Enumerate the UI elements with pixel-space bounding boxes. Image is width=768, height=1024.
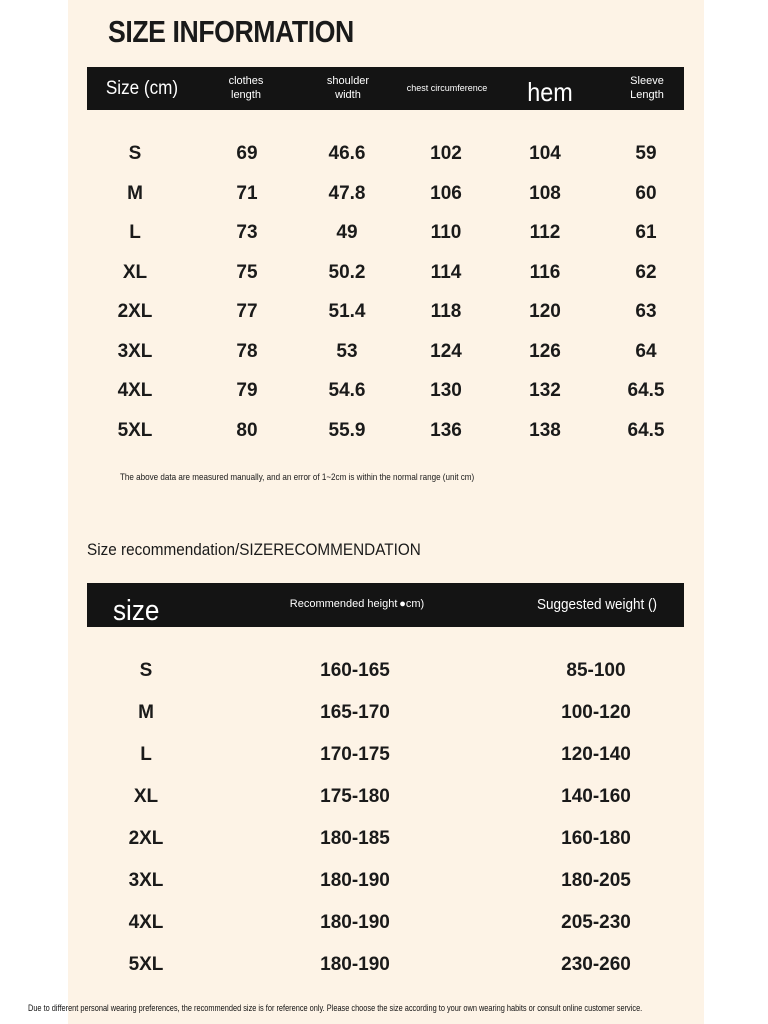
size-table-cell-hem: 132 xyxy=(529,380,561,401)
size-table-cell-clothes-length: 77 xyxy=(236,301,258,322)
recommendation-cell-height: 175-180 xyxy=(320,786,390,807)
recommendation-cell-size: M xyxy=(138,702,154,723)
size-table-cell-shoulder-width: 53 xyxy=(336,340,358,362)
page-title: SIZE INFORMATION xyxy=(108,14,354,49)
size-table-cell-shoulder-width: 54.6 xyxy=(328,380,366,401)
recommendation-heading: Size recommendation/SIZERECOMMENDATION xyxy=(87,540,421,559)
size-table-cell-chest: 118 xyxy=(430,301,462,322)
size-table-cell-clothes-length: 69 xyxy=(236,143,258,164)
size-table-cell-size: XL xyxy=(122,261,148,283)
size-table-cell-hem: 104 xyxy=(529,143,561,164)
size-table-cell-shoulder-width: 49 xyxy=(336,222,358,243)
size-table-cell-chest: 130 xyxy=(430,380,462,401)
size-table-cell-chest: 136 xyxy=(430,419,462,441)
size-table-cell-sleeve-length: 64 xyxy=(635,340,657,362)
size-table-cell-sleeve-length: 64.5 xyxy=(627,380,665,401)
size-table-cell-sleeve-length: 63 xyxy=(635,301,657,322)
recommendation-cell-height: 165-170 xyxy=(320,702,390,723)
size-table-cell-size: 2XL xyxy=(117,301,153,322)
recommendation-cell-weight: 100-120 xyxy=(561,702,631,723)
size-table-cell-chest: 114 xyxy=(430,261,462,283)
recommendation-cell-height: 160-165 xyxy=(320,660,390,681)
size-table-cell-shoulder-width: 46.6 xyxy=(328,143,366,164)
recommendation-cell-size: S xyxy=(139,660,153,681)
size-table-cell-chest: 124 xyxy=(430,340,462,362)
recommendation-cell-weight: 230-260 xyxy=(561,954,631,975)
recommendation-cell-weight: 160-180 xyxy=(561,828,631,849)
size-table-cell-sleeve-length: 64.5 xyxy=(627,419,665,441)
size-table-cell-clothes-length: 78 xyxy=(236,340,258,362)
size-table-cell-shoulder-width: 55.9 xyxy=(328,419,366,441)
size-table-cell-clothes-length: 79 xyxy=(236,380,258,401)
size-table-cell-shoulder-width: 47.8 xyxy=(328,182,366,204)
header-recommended-height: Recommended height ●cm) xyxy=(289,598,425,611)
size-table-cell-sleeve-length: 61 xyxy=(635,222,657,243)
recommendation-cell-size: L xyxy=(140,744,152,765)
size-table-cell-sleeve-length: 62 xyxy=(635,261,657,283)
recommendation-cell-size: 3XL xyxy=(128,870,164,891)
header-size: Size (cm) xyxy=(105,77,179,99)
recommendation-cell-height: 180-185 xyxy=(320,828,390,849)
recommendation-cell-weight: 120-140 xyxy=(561,744,631,765)
size-table-cell-shoulder-width: 50.2 xyxy=(328,261,366,283)
footer-disclaimer: Due to different personal wearing preferences, the recommended size is for reference only. Please choose the size according to your own wearing habits or consult online customer service. xyxy=(28,1003,643,1013)
header-hem: hem xyxy=(527,77,573,108)
size-table-cell-sleeve-length: 59 xyxy=(635,143,657,164)
measurement-note: The above data are measured manually, and an error of 1~2cm is within the normal range (unit cm) xyxy=(120,472,475,483)
size-table-cell-chest: 102 xyxy=(430,143,462,164)
recommendation-cell-weight: 180-205 xyxy=(561,870,631,891)
size-table-cell-hem: 126 xyxy=(529,340,561,362)
recommendation-cell-weight: 140-160 xyxy=(561,786,631,807)
size-table-cell-clothes-length: 71 xyxy=(236,182,258,204)
size-table-cell-sleeve-length: 60 xyxy=(635,182,657,204)
size-table-cell-size: 4XL xyxy=(117,380,153,401)
size-table-cell-hem: 120 xyxy=(529,301,561,322)
recommendation-cell-weight: 85-100 xyxy=(566,660,626,681)
recommendation-cell-weight: 205-230 xyxy=(561,912,631,933)
size-table-header xyxy=(87,67,684,110)
size-table-cell-hem: 112 xyxy=(529,222,561,243)
recommendation-table-header xyxy=(87,583,684,627)
recommendation-cell-height: 180-190 xyxy=(320,954,390,975)
size-table-cell-chest: 106 xyxy=(430,182,462,204)
recommendation-cell-height: 170-175 xyxy=(320,744,390,765)
recommendation-cell-height: 180-190 xyxy=(320,870,390,891)
size-table-cell-chest: 110 xyxy=(430,222,462,243)
size-table-cell-size: 5XL xyxy=(117,419,153,441)
header-clothes-length: clothes length xyxy=(228,74,264,101)
header-sleeve-length: Sleeve Length xyxy=(630,74,664,101)
recommendation-cell-size: 2XL xyxy=(128,828,164,849)
size-table-cell-hem: 108 xyxy=(529,182,561,204)
recommendation-cell-size: 4XL xyxy=(128,912,164,933)
size-table-cell-clothes-length: 80 xyxy=(236,419,258,441)
header-shoulder-width: shoulder width xyxy=(326,74,370,101)
size-table-cell-clothes-length: 75 xyxy=(236,261,258,283)
size-table-cell-hem: 138 xyxy=(529,419,561,441)
size-table-cell-hem: 116 xyxy=(529,261,561,283)
size-table-cell-clothes-length: 73 xyxy=(236,222,258,243)
size-table-cell-size: 3XL xyxy=(117,340,153,362)
recommendation-cell-size: XL xyxy=(133,786,159,807)
recommendation-cell-height: 180-190 xyxy=(320,912,390,933)
size-table-cell-size: M xyxy=(127,182,143,204)
header-size-2: size xyxy=(113,594,160,627)
header-suggested-weight: Suggested weight () xyxy=(536,595,658,613)
recommendation-cell-size: 5XL xyxy=(128,954,164,975)
header-chest-circumference: chest circumference xyxy=(406,82,488,93)
size-table-cell-size: S xyxy=(128,143,142,164)
size-table-cell-shoulder-width: 51.4 xyxy=(328,301,366,322)
size-table-cell-size: L xyxy=(129,222,141,243)
